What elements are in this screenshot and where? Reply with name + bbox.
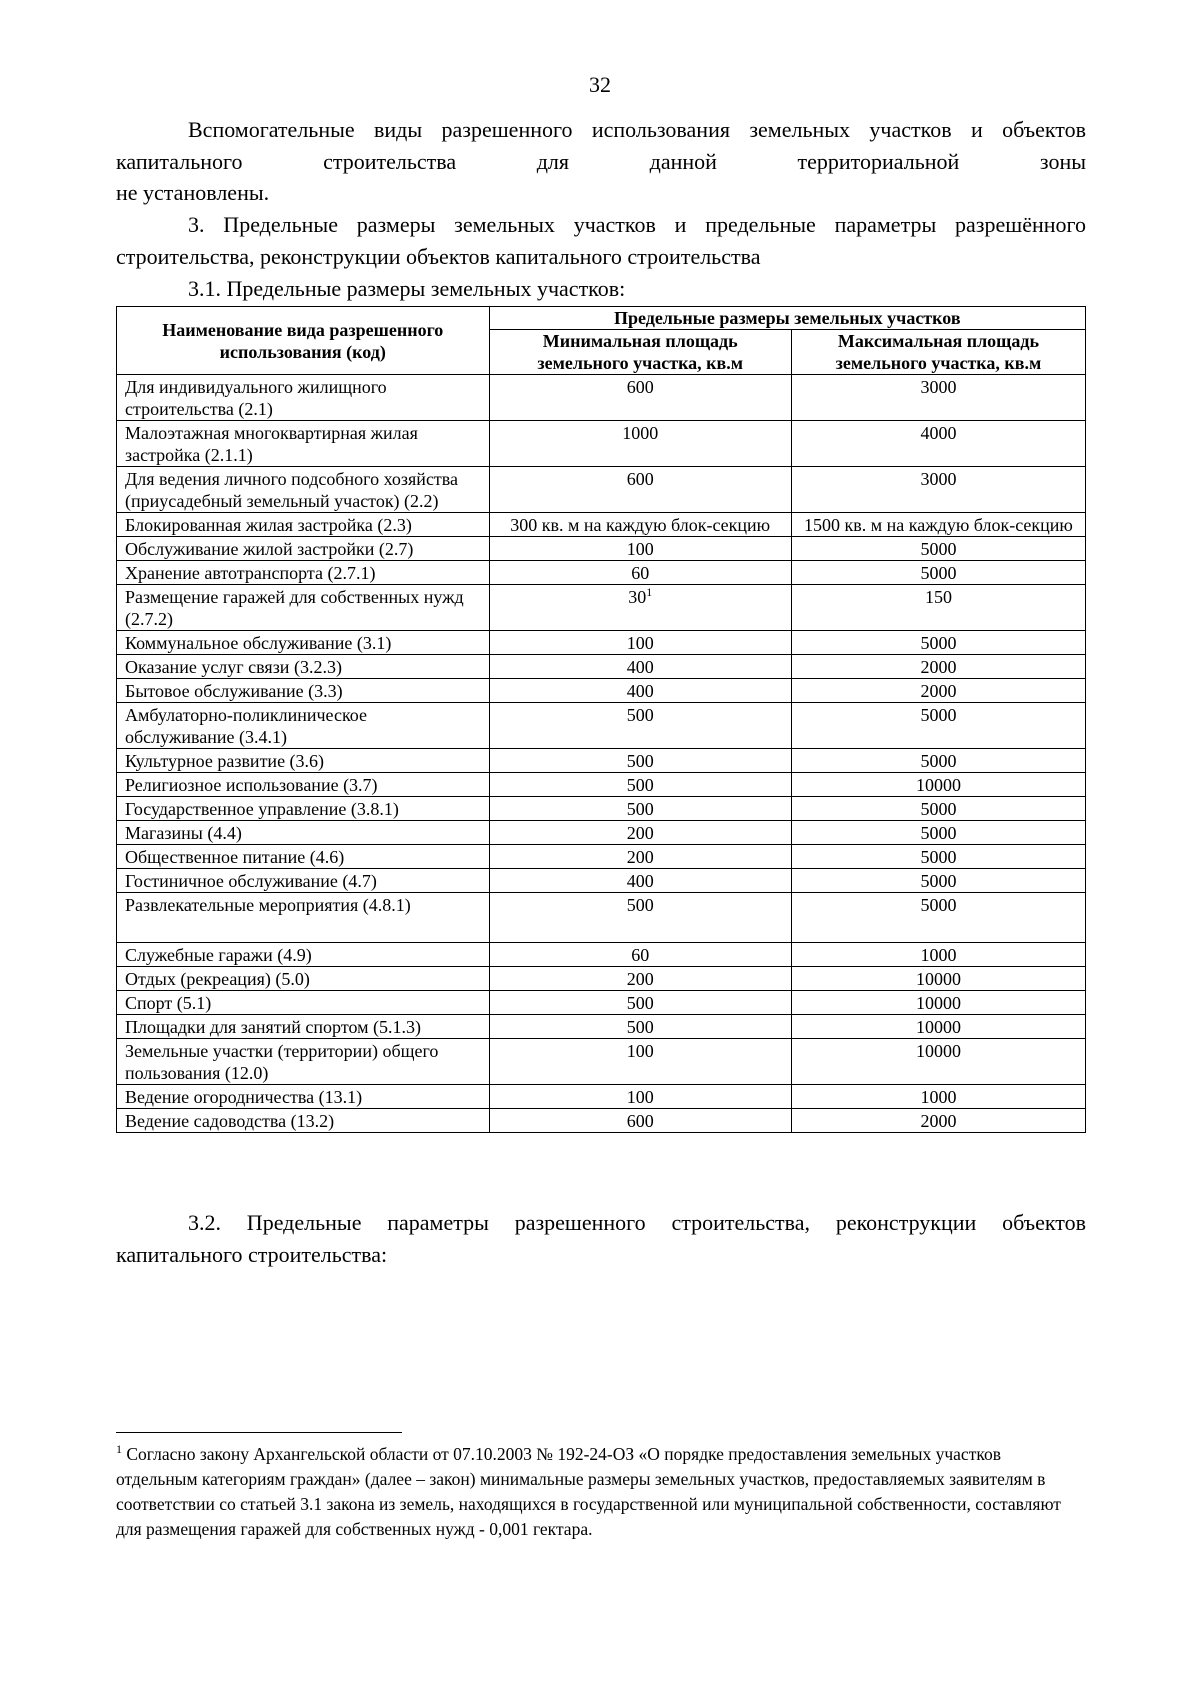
table-row [117, 421, 1086, 467]
min-area-cell [489, 773, 791, 797]
min-area-cell [489, 467, 791, 513]
table-row [117, 631, 1086, 655]
group-header: Предельные размеры земельных участков [489, 307, 1085, 330]
intro-paragraph [116, 114, 1086, 209]
min-area-cell [489, 797, 791, 821]
table-row [117, 893, 1086, 943]
col-name-header: Наименование вида разрешенного использования (код) [117, 307, 490, 375]
min-area-cell [489, 1015, 791, 1039]
min-area-cell [489, 845, 791, 869]
min-area-value: 200 [626, 823, 654, 843]
intro-text-last: не установлены. [116, 180, 270, 205]
min-area-cell [489, 513, 791, 537]
land-use-name-cell: Ведение огородничества (13.1) [117, 1085, 490, 1109]
min-area-value: 600 [626, 377, 654, 397]
land-use-name-cell: Малоэтажная многоквартирная жилая застройка (2.1.1) [117, 421, 490, 467]
footnote [116, 1442, 1086, 1542]
table-row [117, 703, 1086, 749]
land-use-name-cell: Религиозное использование (3.7) [117, 773, 490, 797]
min-area-value: 600 [626, 469, 654, 489]
max-area-cell: 2000 [791, 679, 1085, 703]
table-row [117, 749, 1086, 773]
land-use-name-cell: Хранение автотранспорта (2.7.1) [117, 561, 490, 585]
max-area-cell: 5000 [791, 893, 1085, 943]
land-use-name-cell: Размещение гаражей для собственных нужд (2.7.2) [117, 585, 490, 631]
min-area-cell [489, 655, 791, 679]
min-area-value: 500 [626, 775, 654, 795]
land-use-name-cell: Бытовое обслуживание (3.3) [117, 679, 490, 703]
min-area-cell [489, 561, 791, 585]
land-use-name-cell: Государственное управление (3.8.1) [117, 797, 490, 821]
min-area-value: 100 [626, 539, 654, 559]
land-use-name-cell: Коммунальное обслуживание (3.1) [117, 631, 490, 655]
land-use-name-cell: Для ведения личного подсобного хозяйства (приусадебный земельный участок) (2.2) [117, 467, 490, 513]
min-area-cell [489, 1109, 791, 1133]
min-area-cell [489, 631, 791, 655]
min-area-cell [489, 943, 791, 967]
max-area-cell: 2000 [791, 655, 1085, 679]
min-area-value: 60 [631, 945, 650, 965]
footnote-reference: 1 [646, 585, 653, 599]
table-row [117, 1109, 1086, 1133]
min-area-value: 400 [626, 657, 654, 677]
min-area-value: 300 кв. м на каждую блок-секцию [510, 515, 771, 535]
min-area-cell [489, 749, 791, 773]
table-row [117, 679, 1086, 703]
table-row [117, 537, 1086, 561]
min-area-value: 500 [626, 799, 654, 819]
max-area-cell: 1500 кв. м на каждую блок-секцию [791, 513, 1085, 537]
section-3-text-last: строительства, реконструкции объектов капитального строительства [116, 243, 761, 269]
page-number: 32 [589, 72, 611, 97]
min-area-cell [489, 1085, 791, 1109]
land-use-name-cell: Блокированная жилая застройка (2.3) [117, 513, 490, 537]
table-row [117, 513, 1086, 537]
min-area-cell [489, 537, 791, 561]
table-row [117, 467, 1086, 513]
table-row [117, 967, 1086, 991]
max-area-cell: 5000 [791, 749, 1085, 773]
min-area-value: 100 [626, 1041, 654, 1061]
min-area-value: 200 [626, 847, 654, 867]
max-area-cell: 4000 [791, 421, 1085, 467]
max-area-cell: 10000 [791, 1039, 1085, 1085]
table-row [117, 845, 1086, 869]
min-area-value: 600 [626, 1111, 654, 1131]
land-use-name-cell: Площадки для занятий спортом (5.1.3) [117, 1015, 490, 1039]
min-area-cell [489, 893, 791, 943]
section-3-2-text: 3.2. Предельные параметры разрешенного строительства, реконструкции объектов [188, 1210, 1086, 1235]
land-use-name-cell: Для индивидуального жилищного строительства (2.1) [117, 375, 490, 421]
land-use-name-cell: Культурное развитие (3.6) [117, 749, 490, 773]
max-area-cell: 5000 [791, 537, 1085, 561]
section-3-2-text-last: капитального строительства: [116, 1241, 388, 1267]
min-area-cell [489, 703, 791, 749]
max-area-cell: 10000 [791, 1015, 1085, 1039]
land-use-name-cell: Земельные участки (территории) общего пользования (12.0) [117, 1039, 490, 1085]
max-area-cell: 5000 [791, 797, 1085, 821]
section-3-1-text: 3.1. Предельные размеры земельных участков: [188, 276, 626, 301]
max-area-cell: 5000 [791, 703, 1085, 749]
max-area-cell: 10000 [791, 991, 1085, 1015]
max-area-cell: 1000 [791, 943, 1085, 967]
max-area-cell: 2000 [791, 1109, 1085, 1133]
min-area-value: 100 [626, 633, 654, 653]
land-use-name-cell: Служебные гаражи (4.9) [117, 943, 490, 967]
min-area-cell [489, 421, 791, 467]
max-area-cell: 5000 [791, 821, 1085, 845]
land-use-name-cell: Магазины (4.4) [117, 821, 490, 845]
min-area-value: 500 [626, 993, 654, 1013]
min-area-value: 500 [626, 895, 654, 915]
table-row [117, 655, 1086, 679]
land-use-name-cell: Общественное питание (4.6) [117, 845, 490, 869]
max-area-cell: 5000 [791, 845, 1085, 869]
table-row [117, 585, 1086, 631]
max-area-cell: 1000 [791, 1085, 1085, 1109]
min-area-value: 60 [631, 563, 650, 583]
land-use-name-cell: Спорт (5.1) [117, 991, 490, 1015]
intro-text: Вспомогательные виды разрешенного использования земельных участков и объектов капитального строительства для данной территориальной зоны [116, 117, 1086, 174]
table-row [117, 821, 1086, 845]
footnote-mark: 1 [116, 1442, 122, 1457]
min-area-cell [489, 869, 791, 893]
table-row [117, 797, 1086, 821]
section-3-text: 3. Предельные размеры земельных участков и предельные параметры разрешённого [188, 212, 1086, 237]
min-area-cell [489, 1039, 791, 1085]
table-row [117, 773, 1086, 797]
max-area-cell: 5000 [791, 869, 1085, 893]
land-use-name-cell: Гостиничное обслуживание (4.7) [117, 869, 490, 893]
section-3-2-heading [116, 1207, 1086, 1270]
land-use-name-cell: Развлекательные мероприятия (4.8.1) [117, 893, 490, 943]
min-area-cell [489, 679, 791, 703]
table-row [117, 1039, 1086, 1085]
land-use-name-cell: Ведение садоводства (13.2) [117, 1109, 490, 1133]
section-3-heading [116, 209, 1086, 272]
table-row [117, 561, 1086, 585]
min-area-cell [489, 967, 791, 991]
min-area-value: 400 [626, 871, 654, 891]
table-row [117, 1015, 1086, 1039]
min-area-cell [489, 991, 791, 1015]
land-use-name-cell: Обслуживание жилой застройки (2.7) [117, 537, 490, 561]
footnote-separator [116, 1432, 402, 1433]
land-use-name-cell: Оказание услуг связи (3.2.3) [117, 655, 490, 679]
min-area-value: 30 [628, 587, 647, 607]
max-area-cell: 5000 [791, 561, 1085, 585]
table-body [117, 375, 1086, 1133]
min-area-value: 500 [626, 751, 654, 771]
table-row [117, 991, 1086, 1015]
land-use-name-cell: Амбулаторно-поликлиническое обслуживание (3.4.1) [117, 703, 490, 749]
table-row [117, 375, 1086, 421]
min-area-value: 100 [626, 1087, 654, 1107]
table-row [117, 1085, 1086, 1109]
min-area-value: 500 [626, 1017, 654, 1037]
col-max-header: Максимальная площадь земельного участка, кв.м [791, 330, 1085, 375]
col-min-header: Минимальная площадь земельного участка, кв.м [489, 330, 791, 375]
table-row [117, 869, 1086, 893]
max-area-cell: 10000 [791, 967, 1085, 991]
min-area-value: 200 [626, 969, 654, 989]
footnote-text: Согласно закону Архангельской области от 07.10.2003 № 192-24-ОЗ «О порядке предоставления земельных участков отдельным категориям граждан» (далее – закон) минимальные размеры земельных участков, предоставляемых заявителям в соответствии со статьей 3.1 закона из земель, находящихся в государственной или муниципальной собственности, составляют для размещения гаражей для собственных нужд - 0,001 гектара. [116, 1444, 1061, 1539]
max-area-cell: 5000 [791, 631, 1085, 655]
max-area-cell: 3000 [791, 467, 1085, 513]
min-area-value: 400 [626, 681, 654, 701]
max-area-cell: 3000 [791, 375, 1085, 421]
land-use-name-cell: Отдых (рекреация) (5.0) [117, 967, 490, 991]
section-3-1-heading [116, 273, 1086, 305]
min-area-cell [489, 375, 791, 421]
max-area-cell: 10000 [791, 773, 1085, 797]
min-area-cell [489, 585, 791, 631]
min-area-value: 1000 [622, 423, 659, 443]
land-plot-limits-table [116, 306, 1086, 1133]
min-area-value: 500 [626, 705, 654, 725]
min-area-cell [489, 821, 791, 845]
max-area-cell: 150 [791, 585, 1085, 631]
table-row [117, 943, 1086, 967]
